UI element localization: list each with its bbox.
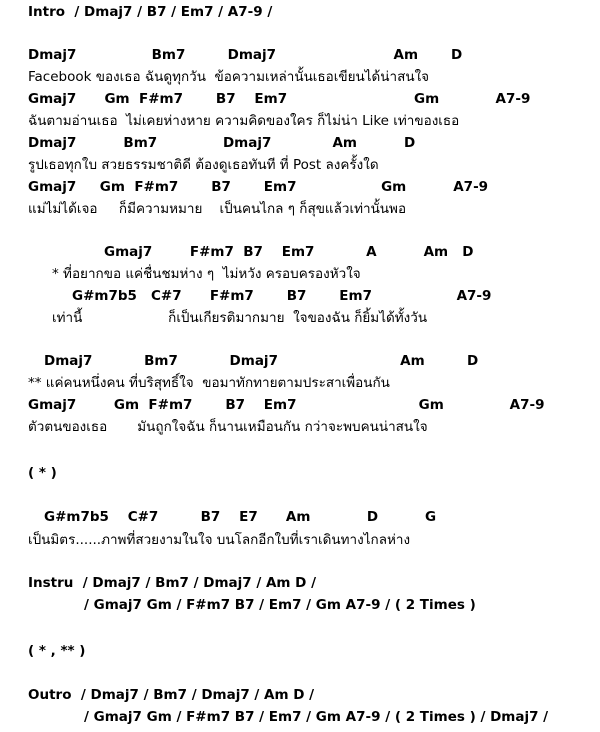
- verse1-lyric-line-1: Facebook ของเธอ ฉันดูทุกวัน ข้อความเหล่านั้นเธอเขียนได้น่าสนใจ: [28, 69, 430, 85]
- chorus-lyric-line-1: * ที่อยากขอ แค่ชื่นชมห่าง ๆ ไม่หวัง ครอบครองหัวใจ: [52, 266, 361, 282]
- chorus-chord-line-2: G#m7b5 C#7 F#m7 B7 Em7 A7-9: [72, 288, 492, 304]
- verse2-chord-line-1: Dmaj7 Bm7 Dmaj7 Am D: [44, 353, 479, 369]
- chorus-chord-line-1: Gmaj7 F#m7 B7 Em7 A Am D: [104, 244, 474, 260]
- verse2-lyric-line-2: ตัวตนของเธอ มันถูกใจฉัน ก็นานเหมือนกัน กว่าจะพบคนน่าสนใจ: [28, 419, 428, 435]
- chorus-lyric-line-2: เท่านี้ ก็เป็นเกียรติมากมาย ใจของฉัน ก็ยิ้มได้ทั้งวัน: [52, 310, 428, 326]
- intro-line: Intro / Dmaj7 / B7 / Em7 / A7-9 /: [28, 4, 273, 20]
- outro-line-1: Outro / Dmaj7 / Bm7 / Dmaj7 / Am D /: [28, 687, 315, 703]
- bridge-chord-line: G#m7b5 C#7 B7 E7 Am D G: [44, 509, 437, 525]
- bridge-lyric-line: เป็นมิตร......ภาพที่สวยงามในใจ บนโลกอีกใบที่เราเดินทางไกลห่าง: [28, 532, 411, 548]
- repeat-marker-chorus-verse: ( * , ** ): [28, 643, 86, 659]
- instru-line-1: Instru / Dmaj7 / Bm7 / Dmaj7 / Am D /: [28, 575, 317, 591]
- verse1-lyric-line-3: รูปเธอทุกใบ สวยธรรมชาติดี ต้องดูเธอทันที ที่ Post ลงครั้งใด: [28, 157, 379, 173]
- outro-line-2: / Gmaj7 Gm / F#m7 B7 / Em7 / Gm A7-9 / ( 2 Times ) / Dmaj7 /: [84, 709, 549, 725]
- instru-line-2: / Gmaj7 Gm / F#m7 B7 / Em7 / Gm A7-9 / ( 2 Times ): [84, 597, 476, 613]
- verse2-lyric-line-1: ** แค่คนหนึ่งคน ที่บริสุทธิ์ใจ ขอมาทักทายตามประสาเพื่อนกัน: [28, 375, 390, 391]
- verse1-chord-line-2: Gmaj7 Gm F#m7 B7 Em7 Gm A7-9: [28, 91, 531, 107]
- verse1-lyric-line-2: ฉันตามอ่านเธอ ไม่เคยห่างหาย ความคิดของใคร ก็ไม่น่า Like เท่าของเธอ: [28, 113, 460, 129]
- verse1-lyric-line-4: แม่ไม่ได้เจอ ก็มีความหมาย เป็นคนไกล ๆ ก็สุขแล้วเท่านั้นพอ: [28, 201, 407, 217]
- verse1-chord-line-3: Dmaj7 Bm7 Dmaj7 Am D: [28, 135, 416, 151]
- repeat-marker-chorus: ( * ): [28, 465, 57, 481]
- verse2-chord-line-2: Gmaj7 Gm F#m7 B7 Em7 Gm A7-9: [28, 397, 545, 413]
- verse1-chord-line-1: Dmaj7 Bm7 Dmaj7 Am D: [28, 47, 463, 63]
- verse1-chord-line-4: Gmaj7 Gm F#m7 B7 Em7 Gm A7-9: [28, 179, 489, 195]
